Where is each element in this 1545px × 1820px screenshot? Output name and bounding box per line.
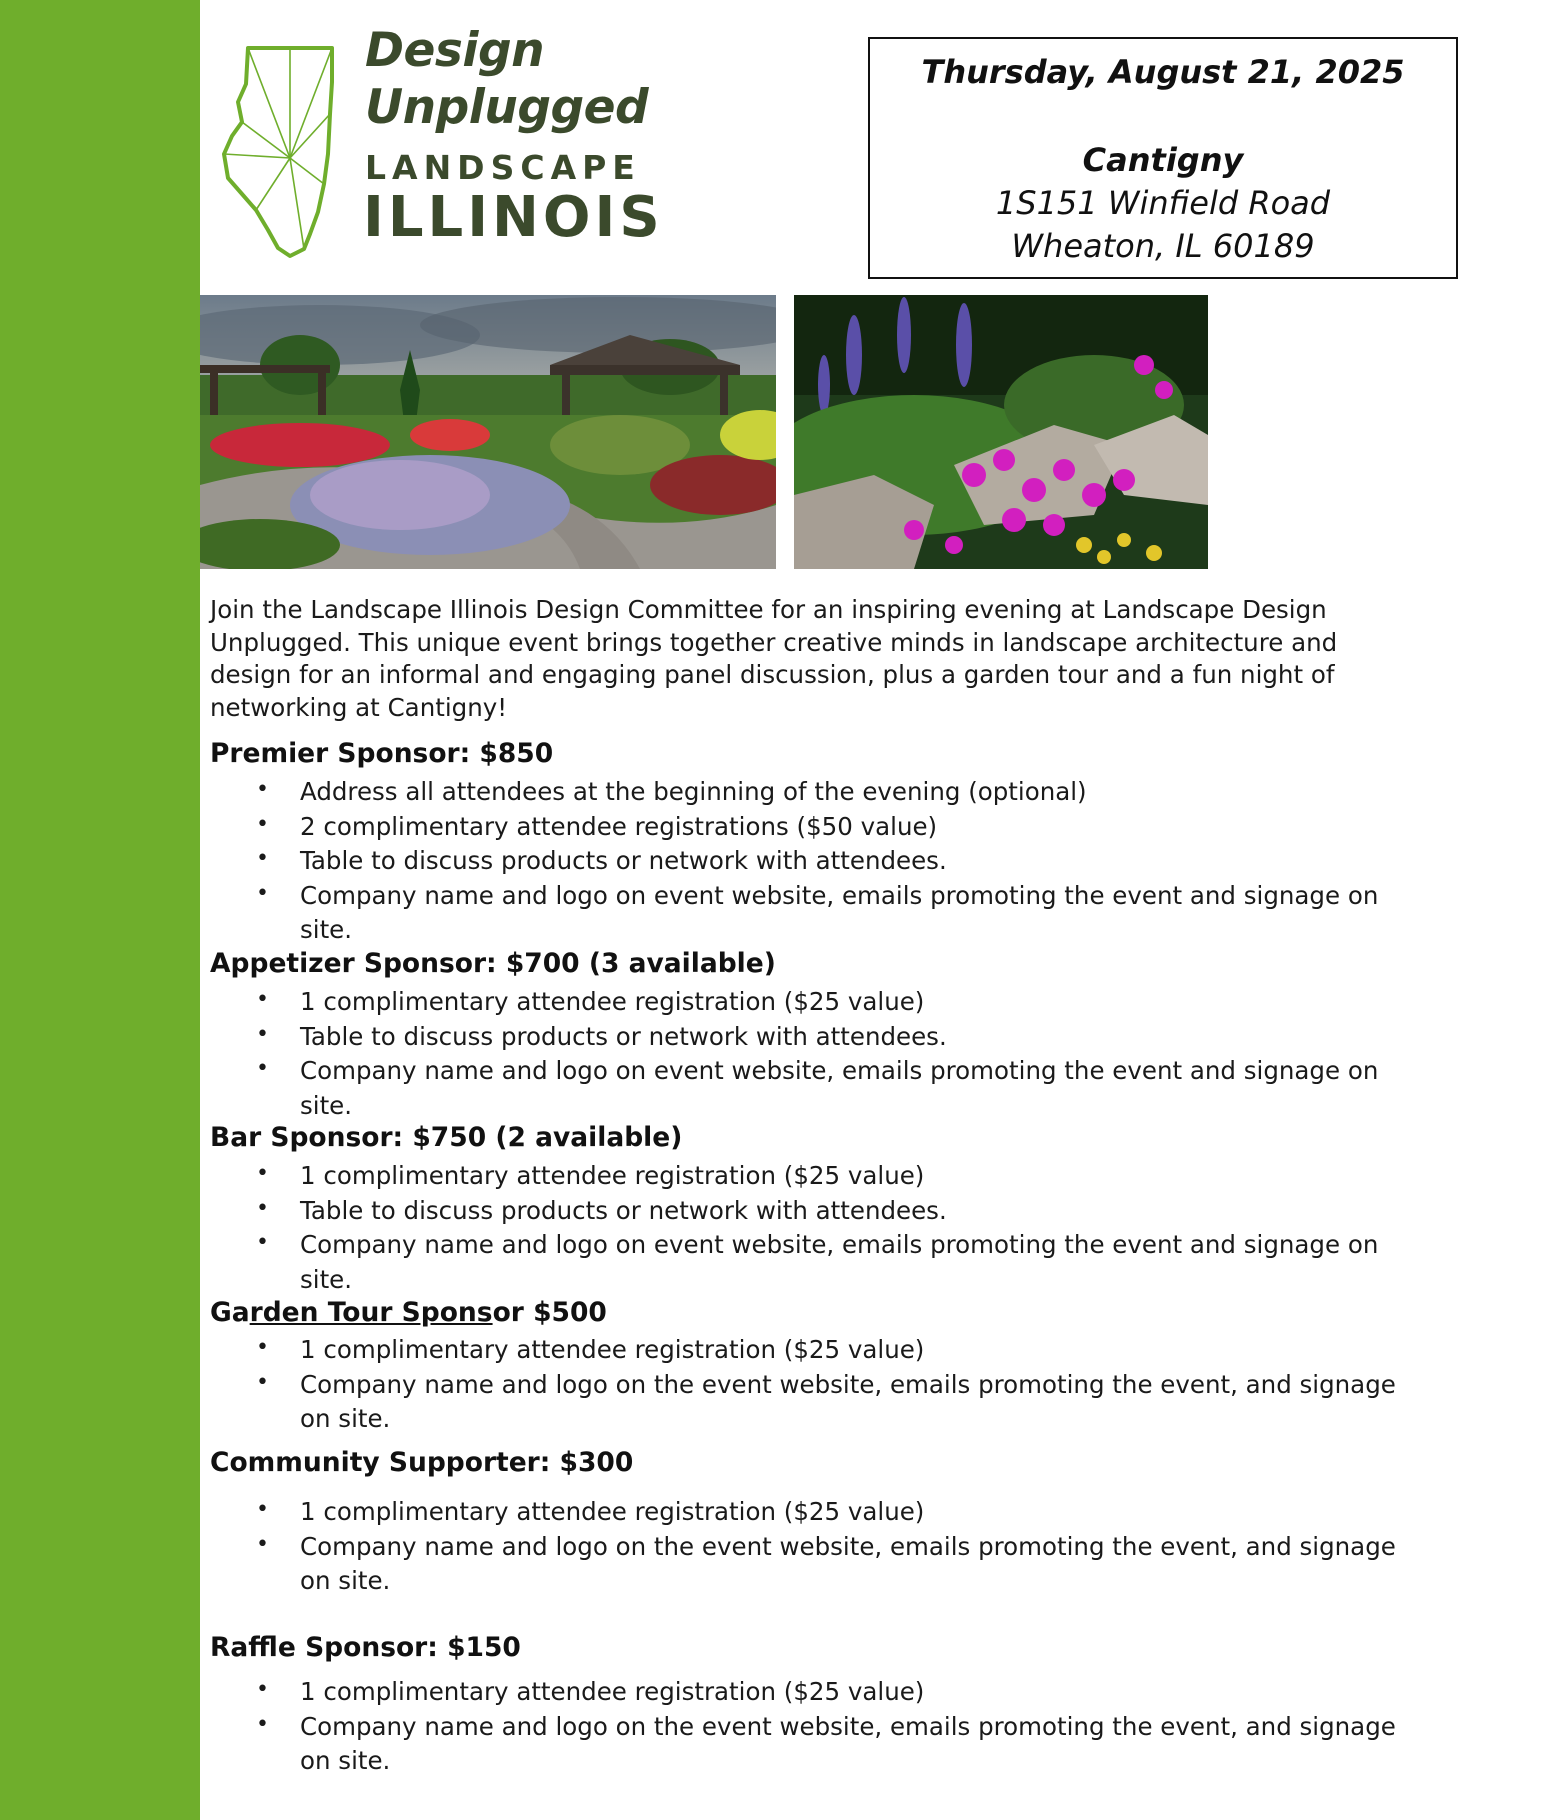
logo-landscape-text: LANDSCAPE xyxy=(365,148,641,187)
logo-illinois-text: ILLINOIS xyxy=(363,185,664,250)
event-date: Thursday, August 21, 2025 xyxy=(921,53,1405,91)
logo-title xyxy=(365,22,648,136)
bullet-icon: • xyxy=(256,987,269,1012)
bullet-icon: • xyxy=(256,1531,269,1557)
list-item: • 1 complimentary attendee registration ($25 value) xyxy=(256,1677,925,1706)
tier-heading-appetizer: Appetizer Sponsor: $700 (3 available) xyxy=(210,948,776,979)
bullet-icon: • xyxy=(256,811,269,837)
bullet-icon: • xyxy=(256,1195,269,1221)
tier-benefits-appetizer xyxy=(210,985,1410,1123)
bullet-icon: • xyxy=(256,880,269,906)
tier-heading-raffle: Raffle Sponsor: $150 xyxy=(210,1632,521,1663)
list-item: • 1 complimentary attendee registration ($25 value) xyxy=(256,1497,925,1526)
logo-title-line2: Unplugged xyxy=(365,80,649,135)
bullet-icon: • xyxy=(256,846,269,871)
bullet-icon: • xyxy=(256,1369,269,1395)
bullet-icon: • xyxy=(256,1335,269,1360)
tier-heading-community: Community Supporter: $300 xyxy=(210,1447,634,1478)
bullet-icon: • xyxy=(256,1056,269,1081)
list-item: • Table to discuss products or network with attendees. xyxy=(256,1021,947,1051)
tier-heading-premier: Premier Sponsor: $850 xyxy=(210,738,554,769)
list-item: • Company name and logo on event website, emails promoting the event and signage on site. xyxy=(256,1230,1379,1294)
bullet-icon: • xyxy=(256,1230,269,1255)
design-unplugged-logo xyxy=(220,14,690,254)
tier-heading-bar: Bar Sponsor: $750 (2 available) xyxy=(210,1122,683,1153)
bullet-icon: • xyxy=(256,777,269,802)
list-item: • Table to discuss products or network with attendees. xyxy=(256,846,947,875)
bullet-icon: • xyxy=(256,1677,269,1702)
tier-heading-garden-tour: Garden Tour Sponsor $500 xyxy=(210,1297,607,1328)
event-address-line1: 1S151 Winfield Road xyxy=(995,184,1331,222)
event-venue: Cantigny xyxy=(1082,141,1244,179)
intro-paragraph: Join the Landscape Illinois Design Committee for an inspiring evening at Landscape Design Unplugged. This unique event brings together creative minds in landscape architecture and design for an informal and engaging panel discussion, plus a garden tour and a fun night of networking at Cantigny! xyxy=(210,595,1338,722)
list-item: • Company name and logo on the event website, emails promoting the event, and signage on site. xyxy=(256,1369,1396,1433)
tier-benefits-community xyxy=(210,1495,1410,1599)
tier-benefits-bar xyxy=(210,1159,1410,1297)
list-item: • Table to discuss products or network with attendees. xyxy=(256,1195,947,1225)
event-info-box xyxy=(868,37,1458,279)
tier-benefits-raffle xyxy=(210,1675,1410,1779)
list-item: • 1 complimentary attendee registration ($25 value) xyxy=(256,1335,925,1364)
garden-pergola-photo xyxy=(200,295,776,569)
list-item: • 1 complimentary attendee registration ($25 value) xyxy=(256,1161,925,1190)
list-item: • 1 complimentary attendee registration ($25 value) xyxy=(256,987,925,1016)
rock-garden-flowers-photo xyxy=(794,295,1208,569)
bullet-icon: • xyxy=(256,1161,269,1186)
logo-title-line1: Design xyxy=(365,23,545,78)
heading-underlined-part: rden Tour Spons xyxy=(249,1297,493,1328)
tier-benefits-garden-tour xyxy=(210,1333,1410,1437)
list-item: • Company name and logo on event website, emails promoting the event and signage on site. xyxy=(256,1056,1379,1120)
event-address-line2: Wheaton, IL 60189 xyxy=(1011,227,1315,265)
bullet-icon: • xyxy=(256,1021,269,1047)
list-item: • Company name and logo on the event website, emails promoting the event, and signage on site. xyxy=(256,1531,1396,1595)
green-sidebar-bar xyxy=(0,0,200,1820)
bullet-icon: • xyxy=(256,1497,269,1522)
illinois-map-icon xyxy=(220,44,340,259)
tier-benefits-premier xyxy=(210,775,1410,948)
list-item: • Address all attendees at the beginning of the evening (optional) xyxy=(256,777,1087,806)
list-item: • Company name and logo on event website, emails promoting the event and signage on site. xyxy=(256,880,1379,944)
list-item: • Company name and logo on the event website, emails promoting the event, and signage on site. xyxy=(256,1711,1396,1775)
list-item: • 2 complimentary attendee registrations ($50 value) xyxy=(256,811,938,841)
bullet-icon: • xyxy=(256,1711,269,1737)
